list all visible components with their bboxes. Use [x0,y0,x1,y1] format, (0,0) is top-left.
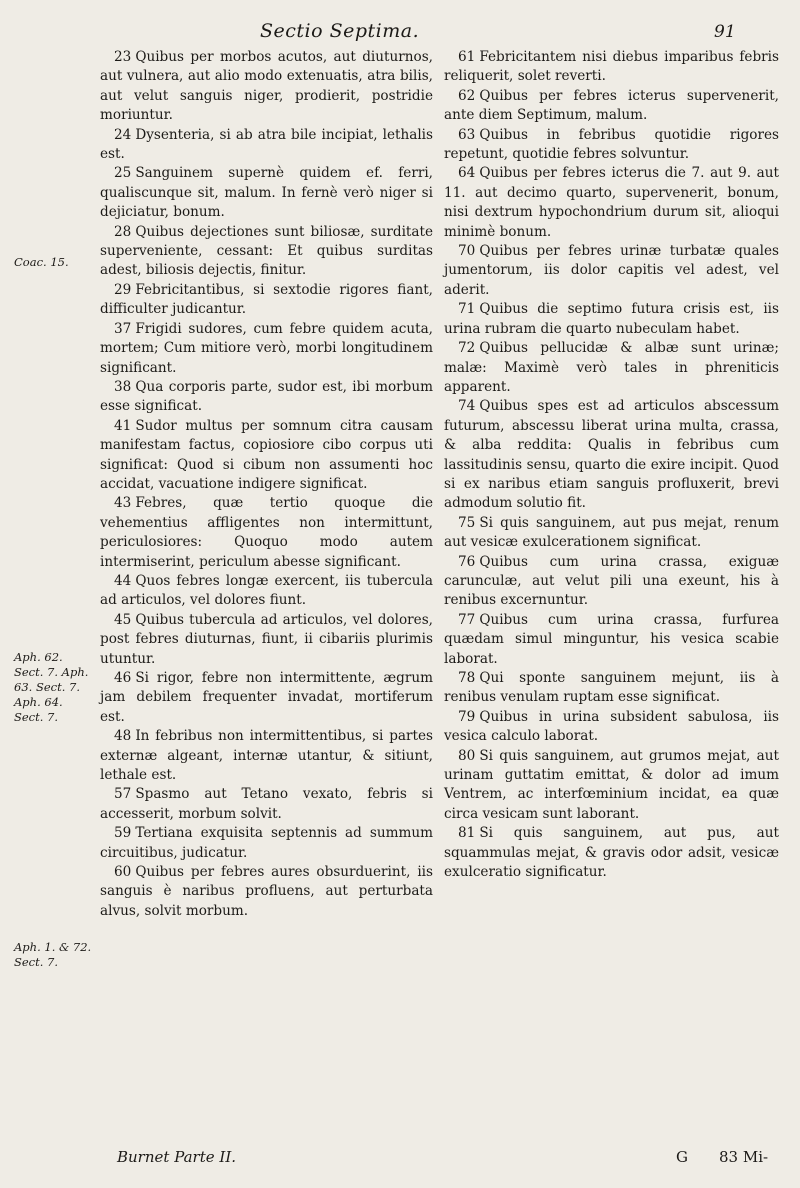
running-head: Sectio Septima. [260,20,420,42]
margin-note: Aph. 62. Sect. 7. Aph. 63. Sect. 7. Aph. 64. Sect. 7. [14,650,89,724]
aphorism-text: Quibus per febres aures obsurduerint, iis sanguis è naribus profluens, aut perturbata alvus, solvit morbum. [100,864,433,919]
aphorism-text: Quibus per febres urinæ turbatæ quales jumentorum, iis dolor capitis vel adest, vel aderit. [444,243,779,298]
catchword: 83 Mi- [719,1148,769,1166]
aphorism-number: 77 [458,611,476,628]
aphorism [444,553,779,611]
aphorism-text: Febricitantibus, si sextodie rigores fiant, difficulter judicantur. [100,281,433,318]
aphorism-number: 61 [458,49,476,65]
aphorism-number: 70 [458,243,476,260]
aphorism-number: 28 [114,223,132,240]
aphorism-text: Spasmo aut Tetano vexato, febris si accesserit, morbum solvit. [100,786,433,822]
aphorism [444,669,779,708]
aphorism [444,300,779,339]
aphorism-number: 60 [114,864,132,881]
aphorism-number: 41 [114,417,132,434]
aphorism [100,126,433,165]
page-header [0,18,800,44]
aphorism-number: 74 [458,398,476,415]
aphorism-number: 37 [114,320,132,337]
aphorism-number: 75 [458,514,476,531]
aphorism-number: 80 [458,747,476,764]
aphorism-text: Tertiana exquisita septennis ad summum circuitibus, judicatur. [100,825,433,861]
aphorism-text: Quibus cum urina crassa, furfurea quædam simul minguntur, his vesica scabie laborat. [444,611,779,667]
aphorism-text: Quibus cum urina crassa, exiguæ carunculæ, aut velut pili una exeunt, his à renibus excernuntur. [444,553,779,609]
aphorism-number: 48 [114,728,132,745]
aphorism [100,48,433,126]
aphorism [444,708,779,747]
aphorism [100,281,433,320]
aphorism-number: 79 [458,708,476,725]
aphorism-number: 71 [458,301,476,318]
aphorism-text: Si rigor, febre non intermittente, ægrum jam debilem frequenter invadat, mortiferum est. [100,670,433,725]
right-column [444,48,779,882]
aphorism-number: 64 [458,165,476,182]
aphorism-number: 63 [458,126,476,143]
left-column [100,48,433,921]
aphorism-text: Quibus per febres icterus supervenerit, ante diem Septimum, malum. [444,87,779,124]
aphorism [100,223,433,281]
aphorism-text: Sanguinem supernè quidem ef. ferri, qualiscunque sit, malum. In fernè verò niger si dejiciatur, bonum. [100,165,433,221]
aphorism-number: 81 [458,825,476,842]
aphorism [100,727,433,785]
aphorism-text: Quibus dejectiones sunt biliosæ, surditate superveniente, cessant: Et quibus surditas adest, biliosis dejectis, finitur. [100,223,433,279]
aphorism-number: 25 [114,165,132,182]
margin-notes [14,0,94,1188]
aphorism-text: Quibus pellucidæ & albæ sunt urinæ; malæ: Maximè verò tales in phreniticis apparent. [444,340,779,395]
aphorism-number: 78 [458,670,476,686]
aphorism [100,863,433,921]
aphorism-text: Quibus in febribus quotidie rigores repetunt, quotidie febres solvuntur. [444,126,779,163]
page-number: 91 [714,22,736,42]
aphorism-number: 45 [114,611,132,628]
aphorism [444,397,779,513]
aphorism-number: 44 [114,572,132,589]
aphorism [100,320,433,378]
aphorism [444,824,779,882]
aphorism [100,824,433,863]
aphorism [444,126,779,165]
aphorism-text: Quibus per morbos acutos, aut diuturnos, aut vulnera, aut alio modo extenuatis, atra bilis, aut velut sanguis niger, prodierit, postridie moriuntur. [100,49,433,124]
aphorism [100,164,433,222]
page-footer [0,1148,800,1174]
aphorism-number: 23 [114,49,132,65]
aphorism-number: 62 [458,87,476,104]
aphorism-text: Dysenteria, si ab atra bile incipiat, lethalis est. [100,126,433,163]
aphorism [100,494,433,572]
aphorism [100,669,433,727]
aphorism-number: 72 [458,340,476,357]
aphorism-number: 38 [114,378,132,395]
aphorism-text: Febricitantem nisi diebus imparibus febris reliquerit, solet reverti. [444,49,779,85]
aphorism [444,514,779,553]
aphorism-text: Quos febres longæ exercent, iis tubercula ad articulos, vel dolores fiunt. [100,572,433,609]
aphorism [100,611,433,669]
aphorism-number: 24 [114,126,132,143]
aphorism-text: Qui sponte sanguinem mejunt, iis à renibus venulam ruptam esse significat. [444,670,779,706]
aphorism [100,785,433,824]
aphorism [444,611,779,669]
aphorism-number: 76 [458,553,476,570]
aphorism [100,417,433,495]
aphorism [444,48,779,87]
aphorism-text: Frigidi sudores, cum febre quidem acuta, mortem; Cum mitiore verò, morbi longitudinem significant. [100,320,433,376]
margin-note: Coac. 15. [14,255,69,269]
aphorism-number: 43 [114,495,132,512]
aphorism-text: Quibus per febres icterus die 7. aut 9. aut 11. aut decimo quarto, supervenerit, bonum, nisi dextrum hypochondrium durum sit, alioqui minimè bonum. [444,165,779,240]
aphorism-text: Sudor multus per somnum citra causam manifestam factus, copiosiore cibo corpus uti significat: Quod si cibum non assumenti hoc accidat, vacuatione indigere significat. [100,417,433,492]
aphorism [444,339,779,397]
aphorism-text: Febres, quæ tertio quoque die vehementius affligentes non intermittunt, periculosiores: Quoquo modo autem intermiserint, periculum abesse significant. [100,495,433,570]
aphorism-number: 57 [114,786,132,803]
aphorism-text: Qua corporis parte, sudor est, ibi morbum esse significat. [100,378,433,415]
signature-mark: G [676,1148,688,1166]
aphorism [100,378,433,417]
aphorism-text: Quibus die septimo futura crisis est, iis urina rubram die quarto nubeculam habet. [444,301,779,337]
footer-signature: Burnet Parte II. [117,1148,237,1166]
aphorism-text: Quibus tubercula ad articulos, vel dolores, post febres diuturnas, fiunt, ii cibariis plurimis utuntur. [100,611,433,667]
aphorism [444,87,779,126]
aphorism-text: Si quis sanguinem, aut grumos mejat, aut urinam guttatim emittat, & dolor ad imum Ventrem, ac interfœminium incidat, ea quæ circa vesicam sunt laborant. [444,747,779,822]
aphorism-number: 29 [114,281,132,298]
aphorism-text: Si quis sanguinem, aut pus mejat, renum aut vesicæ exulcerationem significat. [444,514,779,551]
aphorism [100,572,433,611]
aphorism-number: 59 [114,825,132,842]
aphorism-number: 46 [114,670,132,686]
aphorism-text: Quibus in urina subsident sabulosa, iis vesica calculo laborat. [444,708,779,745]
aphorism [444,242,779,300]
aphorism-text: Si quis sanguinem, aut pus, aut squammulas mejat, & gravis odor adsit, vesicæ exulceratio significatur. [444,825,779,881]
aphorism-text: In febribus non intermittentibus, si partes externæ algeant, internæ utantur, & sitiunt, lethale est. [100,728,433,784]
aphorism [444,747,779,825]
aphorism [444,164,779,242]
margin-note: Aph. 1. & 72. Sect. 7. [14,940,92,969]
aphorism-text: Quibus spes est ad articulos abscessum futurum, abscessu liberat urina multa, crassa, & alba reddita: Qualis in febribus cum lassitudinis sensu, quarto die exire incipit. Quod si ex naribus etiam sanguis profluxerit, brevi admodum solutio fit. [444,398,779,512]
